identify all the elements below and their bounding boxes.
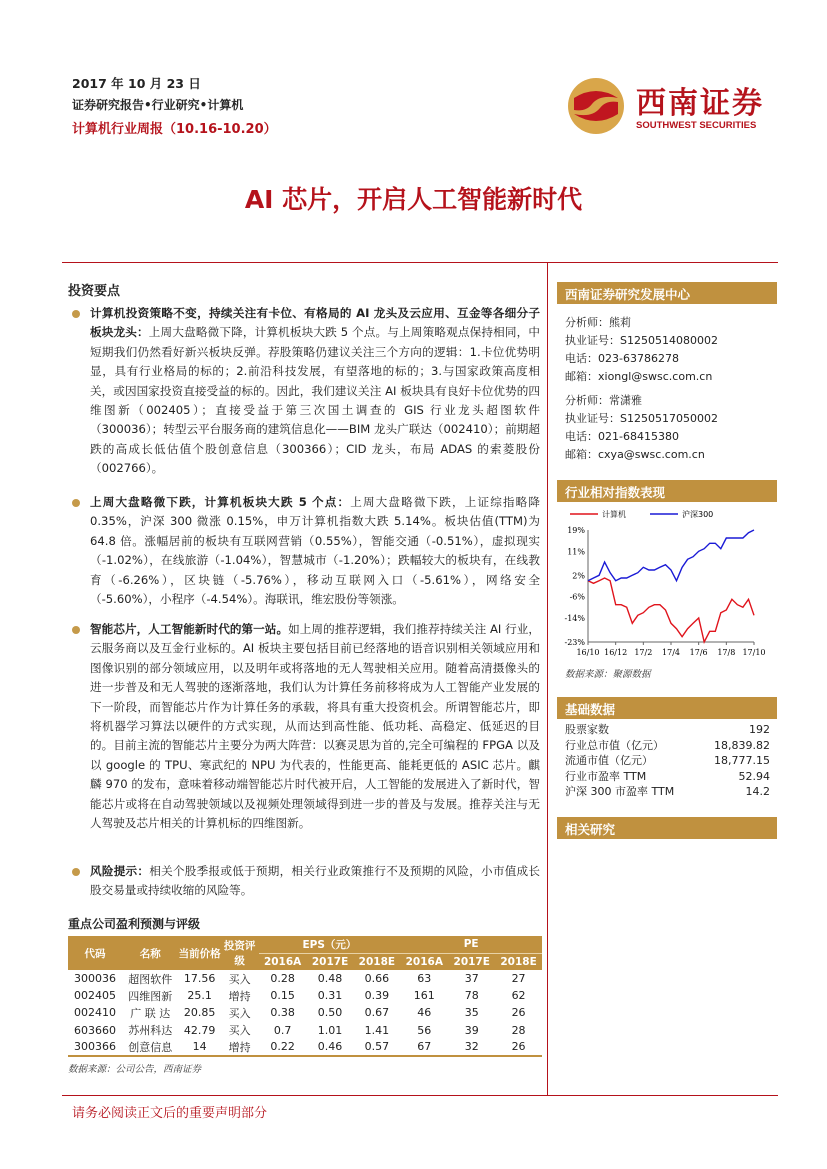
related-research-header: 相关研究 [557,817,777,839]
table-cell: 161 [413,989,435,1003]
analyst-card [565,314,718,386]
bullet-item [70,304,540,479]
table-cell: 增持 [221,1039,259,1056]
analyst-email[interactable]: 邮箱：cxya@swsc.com.cn [565,448,705,461]
col-year: 2016A [259,953,307,970]
bullet-icon [72,310,80,318]
col-price: 当前价格 [179,936,221,970]
table-cell: 0.46 [307,1039,354,1056]
basic-data-row [565,784,770,800]
col-code: 代码 [68,936,122,970]
y-tick-label: -23% [564,638,585,647]
col-year: 2017E [307,953,354,970]
bullet-icon [72,868,80,876]
analyst-license: 执业证号：S1250514080002 [565,334,718,347]
table-cell: 56 [417,1023,432,1037]
table-cell: 苏州科达 [128,1024,173,1038]
basic-data-label: 行业市盈率 TTM [565,769,647,783]
table-cell: 创意信息 [122,1039,179,1056]
table-cell: 63 [417,972,432,986]
table-cell: 0.48 [317,972,343,986]
col-year: 2017E [448,953,495,970]
divider [62,262,778,263]
table-cell: 买入 [228,1006,251,1020]
table-cell: 39 [464,1023,479,1037]
bullet-text: 相关个股季报或低于预期，相关行业政策推行不及预期的风险，小市值成长股交易量或持续收缩的风险等。 [90,864,540,898]
bullet-icon [72,626,80,634]
column-divider [547,262,548,1095]
analyst-name: 分析师：熊莉 [565,316,631,329]
legend-label: 计算机 [602,510,626,519]
table-cell: 78 [464,989,479,1003]
bullet-text: 如上周的推荐逻辑，我们推荐持续关注 AI 行业，云服务商以及互金行业标的。AI 板块主要包括目前已经落地的语音识别相关领域应用和图像识别的部分领域应用，以及明年或将落地的无人驾驶相关应用。随着高清摄像头的进一步普及和无人驾驶的逐渐落地，我们认为计算任务前移将成为人工智能产业发展的下一阶段，而智能芯片作为计算任务的承载，将具有重大投资机会。所谓智能芯片，即将机器学习算法以硬件的方式实现，从而达到高性能、低功耗、高稳定、低延迟的目的。目前主流的智能芯片主要分为两大阵营：以赛灵思为首的,完全可编程的 FPGA 以及以 google 的 TPU、寒武纪的 NPU 为代表的，性能更高、能耗更低的 ASIC 芯片。麒麟 970 的发布，意味着移动端智能芯片时代被开启，人工智能的发展进入了新时代，智能芯片或将在自动驾驶领域以及视频处理领域得到进一步的普及与发展。推荐关注与无人驾驶及芯片相关的计算机标的四维图新。 [90,622,540,831]
basic-data-value: 18,839.82 [714,738,770,752]
table-row [68,987,542,1004]
y-tick-label: -6% [569,592,585,602]
table-cell: 67 [400,1039,448,1056]
table-cell: 27 [511,972,526,986]
table-cell: 超图软件 [128,972,173,986]
bullet-icon [72,499,80,507]
y-tick-label: 19% [567,526,585,535]
x-tick-label: 16/12 [604,648,628,657]
analyst-name: 分析师：常潇雅 [565,394,642,407]
table-cell: 26 [495,1039,542,1056]
chart-header: 行业相对指数表现 [557,480,777,502]
table-cell: 26 [511,1006,526,1020]
bullet-lead: 上周大盘略微下跌，计算机板块大跌 5 个点： [90,495,351,509]
table-row [68,1004,542,1021]
bullet-lead: 风险提示： [90,864,150,878]
logo-text-cn: 西南证券 [636,86,764,121]
table-cell: 买入 [228,972,251,986]
basic-data-list [565,722,770,800]
analyst-email[interactable]: 邮箱：xiongl@swsc.com.cn [565,370,713,383]
basic-data-value: 192 [749,723,770,736]
basic-data-value: 18,777.15 [714,754,770,767]
analyst-card [565,392,718,464]
y-tick-label: 11% [567,547,585,557]
table-cell: 603660 [74,1023,116,1037]
basic-data-value: 52.94 [738,769,770,783]
table-cell: 28 [511,1023,526,1037]
basic-data-row [565,722,770,738]
series-line-0 [588,578,754,642]
table-cell: 37 [464,972,479,986]
report-series: 计算机行业周报（10.16-10.20） [72,122,277,137]
table-cell: 62 [511,989,526,1003]
table-cell: 20.85 [183,1006,216,1020]
y-tick-label: -14% [564,614,585,623]
index-chart [555,505,777,660]
report-date: 2017 年 10 月 23 日 [72,76,201,91]
table-row [68,1039,542,1056]
table-cell: 0.31 [317,989,343,1003]
basic-data-label: 流通市值（亿元） [565,754,653,767]
col-year: 2018E [495,953,542,970]
table-source: 数据来源：公司公告，西南证券 [68,1064,202,1075]
basic-data-value: 14.2 [745,785,770,798]
table-cell: 四维图新 [128,989,173,1003]
table-cell: 46 [417,1006,432,1020]
table-cell: 0.7 [273,1023,292,1037]
table-title: 重点公司盈利预测与评级 [68,917,201,931]
x-tick-label: 16/10 [576,648,600,657]
basic-data-row [565,738,770,754]
table-cell: 1.41 [364,1023,390,1037]
table-cell: 42.79 [183,1023,216,1037]
table-cell: 002405 [74,989,116,1003]
table-cell: 300036 [74,972,116,986]
table-cell: 0.15 [270,989,295,1003]
bullet-text: 上周大盘略微下降，计算机板块大跌 5 个点。与上周策略观点保持相同，中短期我们仍然看好新兴板块反弹。荐股策略仍建议关注三个方向的逻辑：1.卡位优势明显，具有行业格局的标的；2.前沿科技发展，有望落地的标的；3.与国家政策高度相关，或因国家投资直接受益的标的。因此，我们建议关注 AI 板块具有良好卡位优势的四维图新（002405）；直接受益于第三次国土调查的 GIS 行业龙头超图软件（300036）；转型云平台服务商的建筑信息化——BIM 龙头广联达（002410）；前期超跌的高成长低估值个股创意信息（300366）；CID 龙头，布局 ADAS 的索菱股份（002766）。 [90,325,540,476]
table-cell: 广 联 达 [130,1006,171,1020]
table-cell: 300366 [68,1039,122,1056]
x-tick-label: 17/6 [689,648,708,657]
bullet-item [70,620,540,833]
basic-data-label: 行业总市值（亿元） [565,738,664,752]
analyst-phone: 电话：021-68415380 [565,430,679,443]
analyst-license: 执业证号：S1250517050002 [565,412,718,425]
col-name: 名称 [122,936,179,970]
col-rating: 投资评级 [221,936,259,970]
basic-data-header: 基础数据 [557,697,777,719]
bullet-lead: 计算机投资策略不变，持续关注有卡位、有格局的 AI 龙头及云应用、互金等各细分子板块龙头： [90,306,540,340]
table-cell: 17.56 [183,972,216,986]
table-cell: 0.28 [270,972,295,986]
table-cell: 买入 [228,1024,251,1038]
table-cell: 0.66 [364,972,390,986]
table-cell: 14 [179,1039,221,1056]
table-cell: 0.39 [364,989,390,1003]
table-cell: 25.1 [187,989,212,1003]
col-eps: EPS（元） [259,936,401,953]
logo-emblem-icon [566,76,626,136]
basic-data-row [565,769,770,785]
company-logo [566,76,781,136]
table-cell: 0.50 [317,1006,343,1020]
bullet-text: 上周大盘略微下跌，上证综指略降 0.35%，沪深 300 微涨 0.15%，申万计算机指数大跌 5.14%。板块估值(TTM)为 64.8 倍。涨幅居前的板块有互联网营销（0.55%），智能交通（-0.51%），虚拟现实（-1.02%），在线旅游（-1.04%），智慧城市（-1.20%）；跌幅较大的板块有，在线教育（-6.26%），区块链（-5.76%），移动互联网入口（-5.61%），网络安全（-5.60%），小程序（-4.54%）。海联讯，维宏股份等领涨。 [90,495,540,607]
table-cell: 0.57 [353,1039,400,1056]
research-center-header: 西南证券研究发展中心 [557,282,777,304]
x-tick-label: 17/4 [662,648,680,657]
analyst-phone: 电话：023-63786278 [565,352,679,365]
basic-data-label: 沪深 300 市盈率 TTM [565,785,675,798]
x-tick-label: 17/10 [742,648,766,657]
footer-divider [62,1095,778,1096]
table-cell: 0.22 [259,1039,307,1056]
bullet-item [70,862,540,901]
logo-text-en: SOUTHWEST SECURITIES [636,120,757,131]
col-year: 2018E [353,953,400,970]
table-cell: 1.01 [317,1023,343,1037]
disclaimer-note: 请务必阅读正文后的重要声明部分 [72,1106,268,1121]
table-cell: 增持 [228,989,251,1003]
table-cell: 002410 [74,1006,116,1020]
table-row [68,1022,542,1039]
report-title: AI 芯片，开启人工智能新时代 [244,185,583,214]
table-cell: 0.67 [364,1006,390,1020]
chart-source: 数据来源：聚源数据 [565,669,651,680]
table-row [68,970,542,987]
section-heading: 投资要点 [68,284,121,299]
series-line-1 [588,530,754,581]
col-pe: PE [400,936,542,953]
legend-label: 沪深300 [682,510,714,519]
x-tick-label: 17/8 [717,648,736,657]
basic-data-label: 股票家数 [565,723,609,736]
forecast-table [68,936,542,1057]
report-category: 证券研究报告•行业研究•计算机 [72,98,244,112]
col-year: 2016A [400,953,448,970]
bullet-item [70,493,540,609]
table-cell: 32 [448,1039,495,1056]
y-tick-label: 2% [572,571,585,581]
basic-data-row [565,753,770,769]
x-tick-label: 17/2 [634,648,653,657]
bullet-lead: 智能芯片，人工智能新时代的第一站。 [90,622,289,636]
table-cell: 35 [464,1006,479,1020]
table-cell: 0.38 [270,1006,295,1020]
